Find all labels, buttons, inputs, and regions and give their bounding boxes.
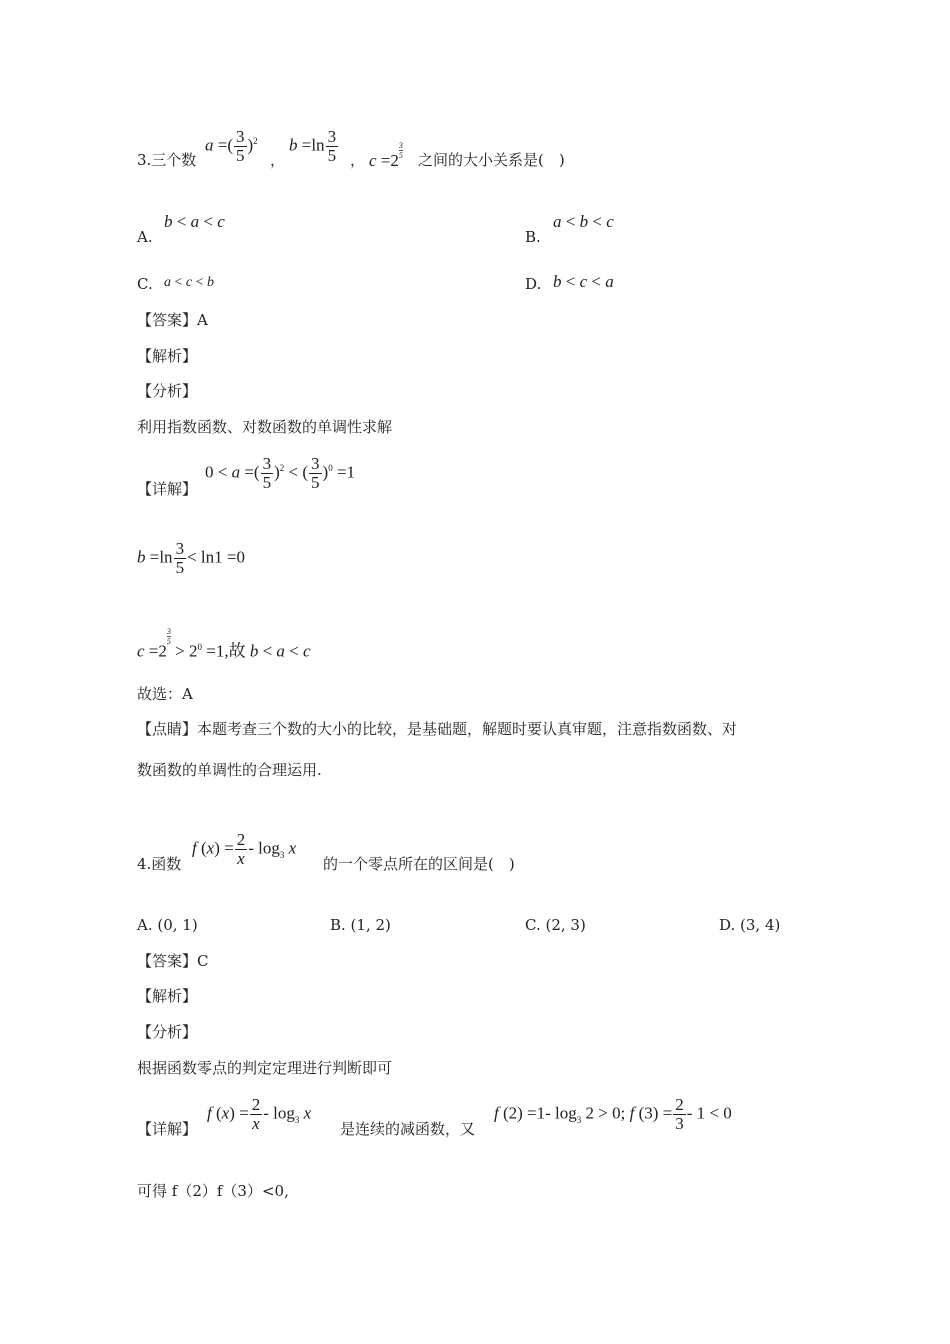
q4-last-line: 可得 f（2）f（3）<0, [137,1182,289,1200]
q3-answer: 【答案】A [137,311,208,329]
q3-choose: 故选：A [137,685,193,703]
q4-answer: 【答案】C [137,952,209,970]
q3-sep2: ， [350,151,366,169]
q3-detail-b: b =ln $\frac{3}{5}$ < ln1 =0 [137,539,245,577]
q4-option-c: C. (2, 3) [525,916,586,934]
q3-prefix: 3.三个数 [137,151,197,169]
q3-fenxi: 【分析】 [137,382,198,400]
q3-option-a-label: A. [137,228,153,246]
q4-detail-label: 【详解】 [137,1120,198,1138]
q3-formula-b: b =ln $\frac{3}{5}$ [289,127,337,165]
q3-detail-label: 【详解】 [137,480,198,498]
q4-detail-mid: 是连续的减函数，又 [340,1120,476,1138]
q4-detail-formula: f (x) = $\frac{2}{x}$ - $\log_3 x$ [207,1095,312,1133]
q4-fenxi: 【分析】 [137,1023,198,1041]
q3-analysis: 利用指数函数、对数函数的单调性求解 [137,418,393,436]
q3-option-a: b < a < c [164,212,225,231]
q3-conclusion-text: ,故 [224,641,246,661]
q4-detail-values: f (2) =1- $\log_3 2 > 0$; f (3) = $\frac{2}{3}$ - 1 < 0 [494,1095,732,1133]
q4-option-a: A. (0, 1) [137,916,198,934]
q4-suffix: 的一个零点所在的区间是( ) [323,855,515,873]
q3-jiexi: 【解析】 [137,347,198,365]
q3-formula-c: c =2 $\frac{3}{5}$ [369,141,403,170]
q3-option-b: a < b < c [553,212,614,231]
q4-option-b: B. (1, 2) [330,916,391,934]
q4-analysis: 根据函数零点的判定定理进行判断即可 [137,1059,393,1077]
q4-prefix: 4.函数 [137,855,182,873]
q3-comment-line2: 数函数的单调性的合理运用. [137,761,322,779]
q4-formula: f (x) = $\frac{2}{x}$ - $\log_3 x$ [192,830,297,868]
q3-detail-a: 0 < a =( $\frac{3}{5}$ )$^2$ < ( $\frac{3}{5}$ )$^0$ =1 [205,454,356,492]
q3-option-c: a < c < b [164,275,215,290]
q3-option-b-label: B. [525,228,541,246]
q3-sep1: ， [270,151,286,169]
q3-option-d-label: D. [525,275,542,293]
q3-option-c-label: C. [137,275,153,293]
q4-option-d: D. (3, 4) [719,916,781,934]
q3-suffix: 之间的大小关系是( ) [418,151,565,169]
q3-option-d: b < c < a [553,272,614,291]
q3-stem [137,150,196,170]
q3-formula-a: a =( $\frac{3}{5}$ )$^2$ [205,127,258,165]
q4-jiexi: 【解析】 [137,987,198,1005]
q3-comment-line1: 【点睛】本题考查三个数的大小的比较，是基础题，解题时要认真审题，注意指数函数、对 [137,720,738,738]
q3-detail-c: c =2 $\frac{3}{5}$ > $2^0 =1$,故 b < a < c [137,627,311,661]
